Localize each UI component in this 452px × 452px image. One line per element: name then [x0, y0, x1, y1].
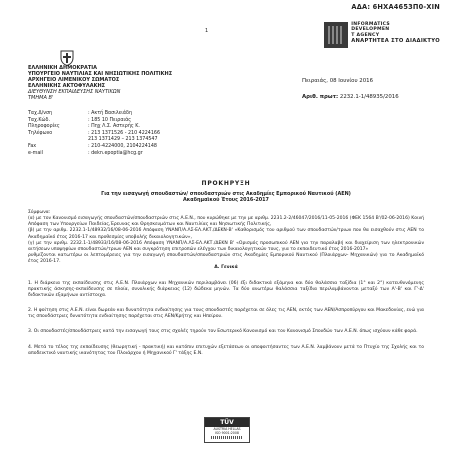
- agency-line-1: ΕΛΛΗΝΙΚΗ ΔΗΜΟΚΡΑΤΙΑ: [28, 65, 98, 71]
- informatics-text: [351, 22, 440, 45]
- document-date: Πειραιάς, 08 Ιουνίου 2016: [302, 78, 373, 84]
- informatics-stamp: [324, 22, 440, 48]
- tuv-line: AUSTRIA HELLAS: [213, 427, 241, 431]
- contact-info: [28, 124, 160, 131]
- barcode-icon: [211, 436, 243, 439]
- info-line-1: INFORMATICS: [351, 22, 391, 27]
- protocol-label: Αριθ. πρωτ:: [302, 94, 339, 100]
- fax-label: Fax: [28, 143, 37, 149]
- agency-line-4: ΕΛΛΗΝΙΚΗΣ ΑΚΤΟΦΥΛΑΚΗΣ: [28, 82, 106, 89]
- info-line-4: ΑΝΑΡΤΗΤΕΑ ΣΤΟ ΔΙΑΔΙΚΤΥΟ: [351, 38, 440, 45]
- fax-value: : 210-4224000, 2104224148: [88, 143, 157, 149]
- document-body: [28, 210, 424, 357]
- body-paragraph: ρυθμίζονται κατωτέρω οι λεπτομέρειες για την εισαγωγή σπουδαστών/σπουδαστριών στις Ακαδημίες Εμπορικού Ναυτικού (Πλοιάρχων- Μηχανικών) για το Ακαδημαϊκό έτος 2016-17.: [28, 253, 424, 265]
- subject-line-2: Ακαδημαϊκού Έτους 2016-2017: [183, 197, 269, 204]
- section-heading: Α. Γενικά: [214, 265, 238, 271]
- info-value: : Πηχ Λ.Σ. Αστερής Κ.: [88, 124, 140, 130]
- body-paragraph: Σύμφωνα:: [28, 210, 51, 215]
- info-line-2: DEVELOPMEN: [351, 27, 390, 33]
- numbered-item: 4. Μετά το τέλος της εκπαίδευσης (θεωρητική - πρακτική) και κατόπιν επιτυχών εξετάσεων οι αποφοιτήσαντες των Α.Ε.Ν. λαμβάνουν μετά το Πτυχίο της Σχολής και το αποδεικτικό ναυτικής ικανότητας του Πλοιάρχου ή Μηχανικού Γ' τάξης Ε.Ν.: [28, 344, 424, 356]
- ada-code: ΑΔΑ: 6ΗΧΑ4653Π0-ΧΙΝ: [351, 3, 440, 11]
- numbered-item: 1. Η διάρκεια της εκπαίδευσης στις Α.Ε.Ν. Πλοιάρχων και Μηχανικών περιλαμβάνει (06) έξι διδακτικά εξάμηνα και δύο θαλάσσια ταξίδια (1° και 2°) κατευθυνόμενης πρακτικής άσκησης-εκπαίδευσης σε πλοία, συνολικής διάρκειας (12) δώδεκα μηνών. Τα δύο ανωτέρω θαλάσσια ταξίδια περιλαμβάνονται μεταξύ των Α'-Β' και Γ'-Δ' διδακτικών εξαμήνων αντίστοιχα.: [28, 280, 424, 298]
- phone-label: Τηλέφωνο: [28, 130, 53, 136]
- numbered-item: 3. Οι σπουδαστές/σπουδάστριες κατά την εισαγωγή τους στις σχολές τηρούν τον Εσωτερικό Κανονισμό και τον Κανονισμό Σπουδών των Α.Ε.Ν. όπως ισχύουν κάθε φορά.: [28, 329, 418, 335]
- body-paragraph: (γ) με την αριθμ. 2232.1-1/48933/16/08-06-2016 Απόφαση ΥΝΑΝΠ/Α.ΛΣ-ΕΛ.ΑΚΤ./ΔΕΚΝ Β' «Ορισμός προσωπικού ΑΕΝ για την παραλαβή και διαχείριση των ηλεκτρονικών αιτήσεων υποψηφίων σπουδαστών/τριων ΑΕΝ και συγκρότηση επιτροπών ελέγχου των δικαιολογητικών τους, για το εκπαιδευτικό έτος 2016-2017»: [28, 240, 424, 252]
- email-value: : dekn.epoptia@hcg.gr: [88, 150, 143, 156]
- address-value: : Ακτή Βασιλειάδη: [88, 111, 133, 116]
- document-title: ΠΡΟΚΗΡΥΞΗ: [201, 180, 251, 187]
- address-label: Ταχ.Δ/νση: [28, 111, 53, 116]
- agency-line-3: ΑΡΧΗΓΕΙΟ ΛΙΜΕΝΙΚΟΥ ΣΩΜΑΤΟΣ: [28, 76, 120, 83]
- postal-label: Ταχ.Κώδ.: [28, 117, 51, 123]
- tuv-brand: TÜV: [205, 418, 249, 427]
- contact-block: [28, 111, 160, 157]
- phone-value: : 213 1371526 - 210 4224166: [88, 130, 161, 136]
- subject-line-1: Για την εισαγωγή σπουδαστών/ σπουδαστριών στις Ακαδημίες Εμπορικού Ναυτικού (ΑΕΝ): [101, 191, 351, 197]
- agency-line-5: ΔΙΕΥΘΥΝΣΗ ΕΚΠΑΙΔΕΥΣΗΣ ΝΑΥΤΙΚΩΝ: [28, 88, 121, 95]
- protocol-number: [302, 94, 399, 100]
- postal-value: : 185 10 Πειραιάς: [88, 117, 132, 123]
- page-number: 1: [205, 28, 209, 34]
- agency-block: [28, 66, 172, 101]
- document-subject: [0, 191, 452, 203]
- qr-stamp-icon: [324, 22, 348, 48]
- body-paragraph: (α) με τον Κανονισμό εισαγωγής σπουδαστών/σπουδαστριών στις Α.Ε.Ν., που κυρώθηκε με την με αριθμ. 2231.2-2/46047/2016/11-05-2016 (ΦΕΚ 1564 Β'/02-06-2016) Κοινή Απόφαση των Υπουργείων Παιδείας,Έρευνας και Θρησκευμάτων και Ναυτιλίας και Νησιωτικής Πολιτικής,: [28, 216, 424, 228]
- agency-line-6: ΤΜΗΜΑ Β': [28, 94, 54, 101]
- phone-extra: 213 1371429 – 213 1374547: [88, 137, 158, 143]
- contact-fax: [28, 144, 160, 151]
- tuv-certification-logo: [204, 417, 250, 443]
- protocol-value: 2232.1-1/48935/2016: [339, 94, 399, 100]
- body-paragraph: (β) με την αριθμ. 2232.1-1/48932/16/08-06-2016 Απόφαση ΥΝΑΝΠ/Α.ΛΣ-ΕΛ.ΑΚΤ./ΔΕΚΝ-Β' «Καθορισμός του αριθμού των σπουδαστών/τριων που θα εισαχθούν στις ΑΕΝ το Ακαδημαϊκό έτος 2016-17 και προθεσμίες υποβολής δικαιολογητικών»,: [28, 228, 424, 240]
- agency-line-2: ΥΠΟΥΡΓΕΙΟ ΝΑΥΤΙΛΙΑΣ ΚΑΙ ΝΗΣΙΩΤΙΚΗΣ ΠΟΛΙΤΙΚΗΣ: [28, 70, 173, 77]
- email-label: e-mail: [28, 150, 43, 156]
- tuv-code: ISO 9001:2008: [215, 431, 239, 435]
- info-line-3: T AGENCY: [351, 32, 380, 38]
- contact-address: [28, 111, 160, 118]
- numbered-item: 2. Η φοίτηση στις Α.Ε.Ν. είναι δωρεάν και δυνατότητα ενδιαίτησης για τους σπουδαστές παρέχεται σε όλες τις ΑΕΝ, εκτός των ΑΕΝ/Ασπροπύργου και Μακεδονίας, ενώ για τις σπουδάστριες δυνατότητα ενδιαίτησης παρέχεται στις ΑΕΝ/Κρήτης και Ηπείρου.: [28, 308, 424, 320]
- contact-email: [28, 151, 160, 158]
- info-label: Πληροφορίες: [28, 124, 60, 130]
